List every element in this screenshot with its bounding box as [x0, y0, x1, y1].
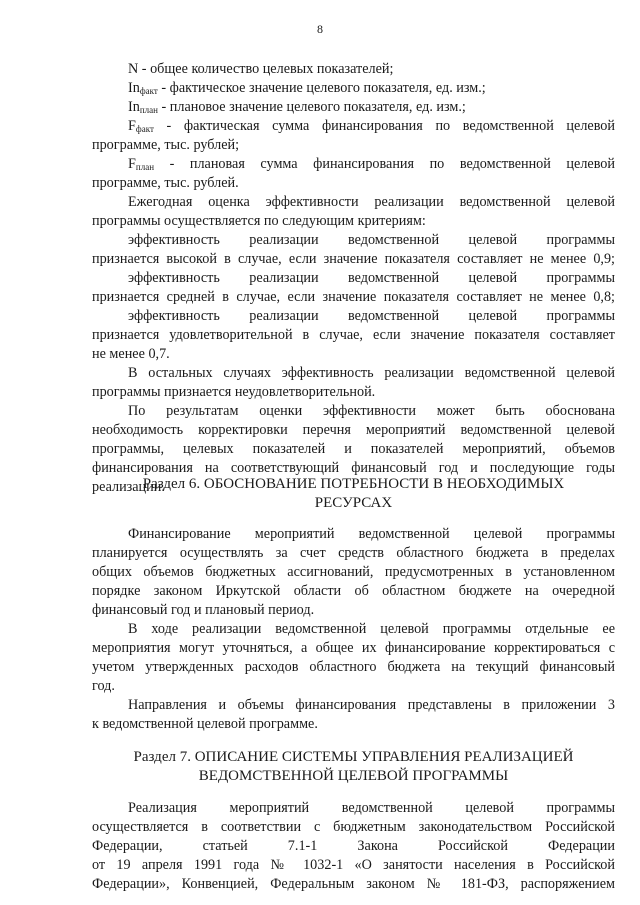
- subscript-plan: план: [135, 162, 155, 172]
- criterion-satisfactory-cont: не менее 0,7.: [92, 346, 170, 362]
- criterion-high-cont: признается высокой в случае, если значение показателя составляет не менее 0,9;: [92, 251, 615, 267]
- definition-in-plan: [128, 98, 466, 117]
- section-6-title: Раздел 6. ОБОСНОВАНИЕ ПОТРЕБНОСТИ В НЕОБХОДИМЫХ: [142, 476, 565, 492]
- definition-text: - фактическое значение целевого показателя, ед. изм.;: [157, 80, 486, 96]
- paragraph-line: к ведомственной целевой программе.: [92, 716, 318, 732]
- paragraph-line: В ходе реализации ведомственной целевой программы отдельные ее: [128, 621, 615, 637]
- definition-text-cont: программе, тыс. рублей;: [92, 137, 240, 153]
- paragraph-line: Реализация мероприятий ведомственной целевой программы: [128, 800, 615, 816]
- subscript-fact: факт: [135, 124, 154, 134]
- definition-in-fact: [128, 79, 486, 98]
- criterion-high: эффективность реализации ведомственной целевой программы: [128, 232, 615, 248]
- paragraph-line: финансирования на соответствующий финансовый год и последующие годы: [92, 460, 615, 476]
- definition-f-fact: [128, 117, 615, 136]
- definition-text-cont: программе, тыс. рублей.: [92, 175, 239, 191]
- paragraph-line: программы, целевых показателей и показателей мероприятий, объемов: [92, 441, 615, 457]
- subscript-plan: план: [139, 105, 158, 115]
- subscript-fact: факт: [139, 86, 158, 96]
- paragraph-line: от 19 апреля 1991 года № 1032-1 «О занятости населения в Российской: [92, 857, 615, 873]
- paragraph-line: Ежегодная оценка эффективности реализации ведомственной целевой: [128, 194, 615, 210]
- paragraph-line: Финансирование мероприятий ведомственной целевой программы: [128, 526, 615, 542]
- definition-n: N - общее количество целевых показателей;: [128, 61, 394, 77]
- definition-text: - фактическая сумма финансирования по ведомственной целевой: [153, 118, 615, 134]
- paragraph-line: Федерации, статьей 7.1-1 Закона Российской Федерации: [92, 838, 615, 854]
- paragraph-line: учетом утвержденных расходов областного бюджета на текущий финансовый: [92, 659, 615, 675]
- section-6-title-cont: РЕСУРСАХ: [314, 495, 393, 511]
- paragraph-line: программы признается неудовлетворительной.: [92, 384, 376, 400]
- symbol-in: In: [128, 80, 140, 96]
- paragraph-line: реализации.: [92, 479, 165, 495]
- paragraph-line: необходимость корректировки перечня мероприятий ведомственной целевой: [92, 422, 615, 438]
- criterion-medium: эффективность реализации ведомственной целевой программы: [128, 270, 615, 286]
- paragraph-line: По результатам оценки эффективности может быть обоснована: [128, 403, 615, 419]
- section-7-title: Раздел 7. ОПИСАНИЕ СИСТЕМЫ УПРАВЛЕНИЯ РЕАЛИЗАЦИЕЙ: [133, 749, 574, 765]
- paragraph-line: осуществляется в соответствии с бюджетным законодательством Российской: [92, 819, 615, 835]
- paragraph-line: Направления и объемы финансирования представлены в приложении 3: [128, 697, 615, 713]
- paragraph-line: общих объемов бюджетных ассигнований, предусмотренных в установленном: [92, 564, 615, 580]
- criterion-satisfactory: эффективность реализации ведомственной целевой программы: [128, 308, 615, 324]
- symbol-f: F: [128, 118, 136, 134]
- paragraph-line: Федерации», Конвенцией, Федеральным законом № 181-ФЗ, распоряжением: [92, 876, 615, 892]
- page-number: 8: [317, 22, 323, 36]
- symbol-in: In: [128, 99, 140, 115]
- paragraph-line: год.: [92, 678, 115, 694]
- section-7-title-cont: ВЕДОМСТВЕННОЙ ЦЕЛЕВОЙ ПРОГРАММЫ: [198, 768, 509, 784]
- paragraph-line: планируется осуществлять за счет средств областного бюджета в пределах: [92, 545, 615, 561]
- definition-text: - плановая сумма финансирования по ведомственной целевой: [154, 156, 615, 172]
- definition-f-plan: [128, 155, 615, 174]
- definition-text: - плановое значение целевого показателя, ед. изм.;: [157, 99, 466, 115]
- criterion-satisfactory-cont: признается удовлетворительной в случае, если значение показателя составляет: [92, 327, 615, 343]
- paragraph-line: мероприятия могут уточняться, а общее их финансирование корректироваться с: [92, 640, 615, 656]
- paragraph-line: порядке законом Иркутской области об областном бюджете на очередной: [92, 583, 615, 599]
- paragraph-line: В остальных случаях эффективность реализации ведомственной целевой: [128, 365, 615, 381]
- paragraph-line: финансовый год и плановый период.: [92, 602, 315, 618]
- criterion-medium-cont: признается средней в случае, если значение показателя составляет не менее 0,8;: [92, 289, 615, 305]
- paragraph-line: программы осуществляется по следующим критериям:: [92, 213, 426, 229]
- symbol-f: F: [128, 156, 136, 172]
